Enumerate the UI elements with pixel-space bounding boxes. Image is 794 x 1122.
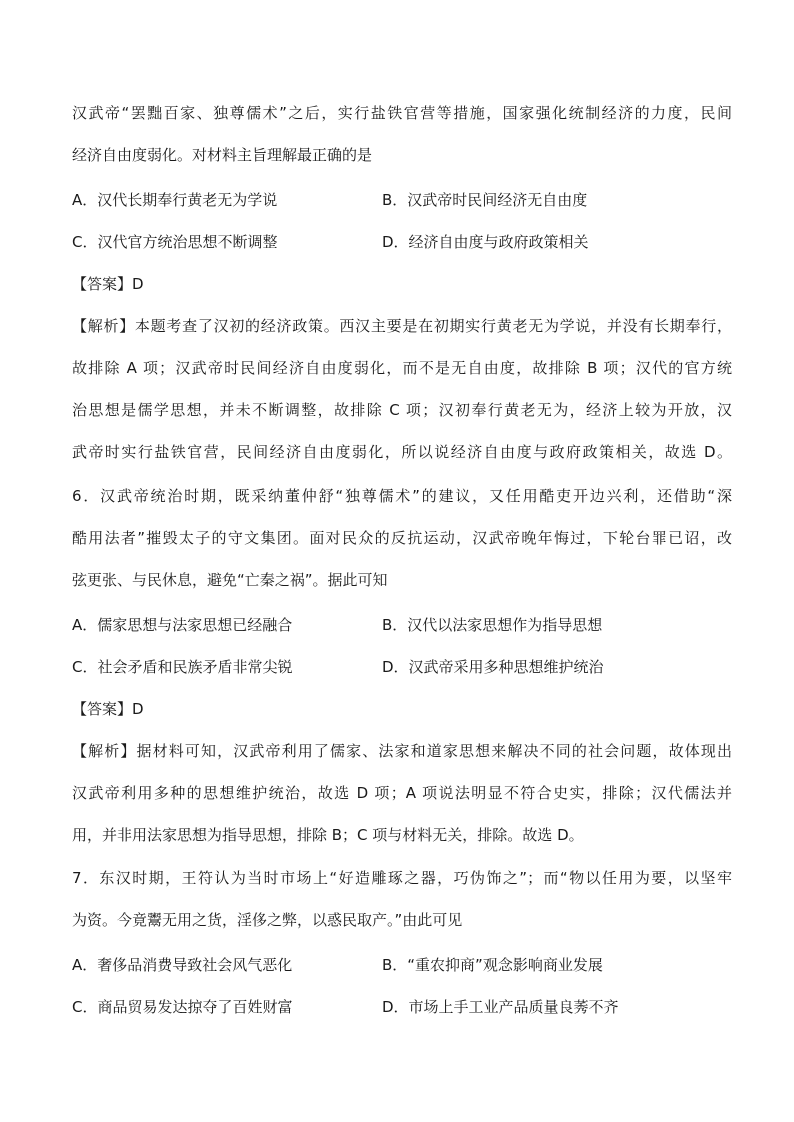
q7-stem-line-2: 为资。今竟鬻无用之货，淫侈之弊，以惑民取产。”由此可见: [72, 911, 463, 929]
q5-stem-line-1: 汉武帝“罢黜百家、独尊儒术”之后，实行盐铁官营等措施，国家强化统制经济的力度，民间: [72, 104, 732, 122]
q6-answer: 【答案】D: [72, 700, 144, 718]
q5-answer: 【答案】D: [72, 275, 144, 293]
q5-option-d: D．经济自由度与政府政策相关: [382, 233, 589, 251]
q6-stem-line-2: 酷用法者”摧毁太子的守文集团。面对民众的反抗运动，汉武帝晚年悔过，下轮台罪已诏，改: [72, 529, 732, 547]
q5-option-c: C．汉代官方统治思想不断调整: [72, 233, 278, 251]
q6-option-c: C．社会矛盾和民族矛盾非常尖锐: [72, 658, 293, 676]
q7-option-a: A．奢侈品消费导致社会风气恶化: [72, 956, 293, 974]
q6-analysis-line-3: 用，并非用法家思想为指导思想，排除 B；C 项与材料无关，排除。故选 D。: [72, 826, 584, 844]
q5-analysis-line-3: 治思想是儒学思想，并未不断调整，故排除 C 项；汉初奉行黄老无为，经济上较为开放，汉: [72, 401, 732, 419]
q5-analysis-line-2: 故排除 A 项；汉武帝时民间经济自由度弱化，而不是无自由度，故排除 B 项；汉代的官方统: [72, 359, 732, 377]
q5-option-b: B．汉武帝时民间经济无自由度: [382, 191, 588, 209]
q6-option-a: A．儒家思想与法家思想已经融合: [72, 616, 293, 634]
q7-stem-line-1: 7．东汉时期，王符认为当时市场上“好造雕琢之器，巧伪饰之”；而“物以任用为要，以坚牢: [72, 869, 732, 887]
q6-stem-line-3: 弦更张、与民休息，避免“亡秦之祸”。据此可知: [72, 571, 388, 589]
q6-analysis-line-2: 汉武帝利用多种的思想维护统治，故选 D 项；A 项说法明显不符合史实，排除；汉代儒法并: [72, 784, 732, 802]
q6-analysis-line-1: 【解析】据材料可知，汉武帝利用了儒家、法家和道家思想来解决不同的社会问题，故体现出: [72, 742, 732, 760]
q5-analysis-line-1: 【解析】本题考查了汉初的经济政策。西汉主要是在初期实行黄老无为学说，并没有长期奉行，: [72, 317, 732, 335]
q7-option-c: C．商品贸易发达掠夺了百姓财富: [72, 998, 293, 1016]
q7-option-b: B．“重农抑商”观念影响商业发展: [382, 956, 603, 974]
q5-option-a: A．汉代长期奉行黄老无为学说: [72, 191, 278, 209]
q6-option-b: B．汉代以法家思想作为指导思想: [382, 616, 603, 634]
q6-option-d: D．汉武帝采用多种思想维护统治: [382, 658, 604, 676]
q5-stem-line-2: 经济自由度弱化。对材料主旨理解最正确的是: [72, 146, 373, 164]
q6-stem-line-1: 6．汉武帝统治时期，既采纳董仲舒“独尊儒术”的建议，又任用酷吏开边兴利，还借助“深: [72, 487, 732, 505]
q7-option-d: D．市场上手工业产品质量良莠不齐: [382, 998, 619, 1016]
q5-analysis-line-4: 武帝时实行盐铁官营，民间经济自由度弱化，所以说经济自由度与政府政策相关，故选 D。: [72, 443, 732, 461]
